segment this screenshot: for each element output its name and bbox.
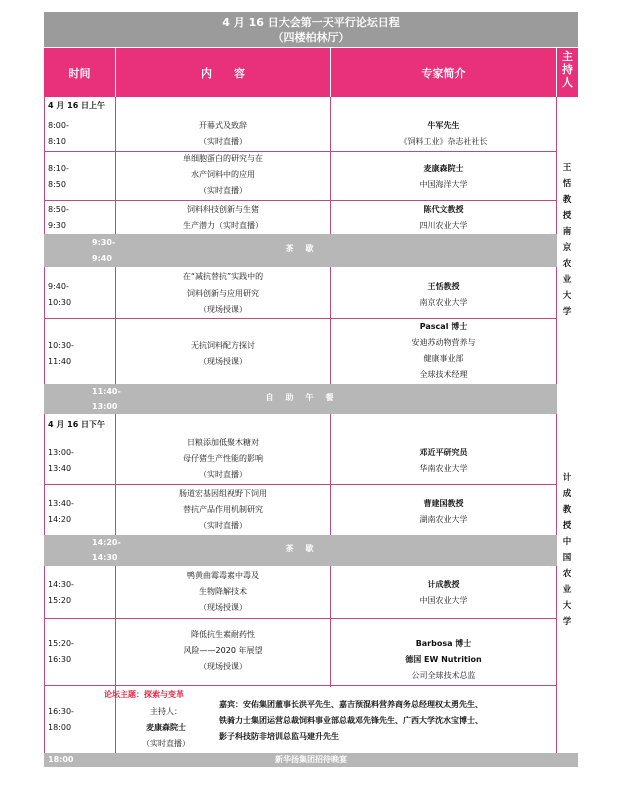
expert-affiliation: 健康事业部 — [423, 354, 464, 363]
expert-name: Barbosa 博士 — [415, 639, 472, 648]
morning-host: 王恬教授南京农业大学 — [562, 163, 572, 317]
time-end: 8:10 — [48, 137, 66, 146]
session-title: 无抗饲料配方探讨 — [191, 341, 255, 350]
session-note: （现场授课） — [199, 305, 247, 314]
forum-guests — [219, 697, 483, 745]
session-note: （实时直播） — [199, 186, 247, 195]
header-host: 主持人 — [557, 48, 578, 97]
forum-guests-line-1: 嘉宾：安佑集团董事长洪平先生、嘉吉预混料营养商务总经理权太勇先生、 — [219, 700, 483, 709]
session-title: 鸭黄曲霉毒素中毒及 — [187, 571, 259, 580]
time-start: 10:30- — [48, 341, 74, 350]
session-title: 降低抗生素耐药性 — [191, 630, 255, 639]
time-start: 13:00- — [48, 448, 74, 457]
grid-line — [556, 97, 557, 753]
expert-affiliation: 四川农业大学 — [419, 221, 468, 230]
expert-affiliation: 中国农业大学 — [419, 596, 468, 605]
expert-affiliation: 《饲料工业》杂志社社长 — [399, 137, 488, 146]
session-title: 单细胞蛋白的研究与在 — [183, 154, 263, 163]
header-time: 时间 — [44, 48, 115, 97]
time-end: 9:30 — [48, 221, 66, 230]
time-end: 11:40 — [48, 357, 72, 366]
time-start: 9:40- — [48, 282, 69, 291]
expert-name: 陈代文教授 — [423, 205, 464, 214]
time-end: 15:20 — [48, 596, 72, 605]
time-end: 8:50 — [48, 180, 66, 189]
expert-affiliation: 湖南农业大学 — [419, 515, 468, 524]
expert-affiliation: 安迪苏动物营养与 — [411, 338, 476, 347]
session-note: （现场授课） — [199, 662, 247, 671]
session-note: （实时直播） — [199, 470, 247, 479]
session-note: （实时直播） — [199, 137, 247, 146]
break-label: 茶 歇 — [285, 544, 316, 553]
break-time-start: 9:30- — [92, 238, 116, 247]
row-divider — [44, 200, 557, 201]
lunch-time-end: 13:00 — [92, 402, 118, 411]
lunch-label: 自 助 午 餐 — [265, 393, 336, 402]
break-time-end: 14:30 — [92, 553, 118, 562]
dinner-label: 新华扬集团招待晚宴 — [275, 755, 347, 764]
session-title: 开幕式及致辞 — [199, 121, 247, 130]
session-note: （现场授课） — [199, 357, 247, 366]
title-line-2: （四楼柏林厅） — [272, 31, 350, 44]
expert-name: 牛军先生 — [427, 121, 460, 130]
title-line-1: 4 月 16 日大会第一天平行论坛日程 — [222, 16, 400, 29]
expert-name: 麦康森院士 — [423, 164, 464, 173]
time-end: 10:30 — [48, 298, 72, 307]
row-divider — [44, 484, 557, 485]
time-start: 16:30- — [48, 707, 74, 716]
row-divider — [44, 685, 557, 686]
expert-title: 公司全球技术总监 — [411, 671, 476, 680]
expert-name: 曹建国教授 — [423, 499, 464, 508]
expert-affiliation: 中国海洋大学 — [419, 180, 468, 189]
forum-host-name: 麦康森院士 — [146, 723, 186, 732]
row-divider — [44, 318, 557, 319]
session-title-cont: 饲料创新与应用研究 — [187, 289, 259, 298]
schedule-title — [44, 12, 578, 47]
session-title-cont: 水产饲料中的应用 — [191, 170, 255, 179]
time-start: 13:40- — [48, 499, 74, 508]
time-end: 14:20 — [48, 515, 72, 524]
forum-host-note: （实时直播） — [142, 739, 190, 748]
lunch-row — [44, 384, 557, 414]
dinner-time: 18:00 — [48, 755, 74, 764]
break-label: 茶 歇 — [285, 244, 316, 253]
break-time-start: 14:20- — [92, 538, 121, 547]
header-expert: 专家简介 — [331, 48, 556, 97]
break-time-end: 9:40 — [92, 254, 112, 263]
forum-host-label: 主持人： — [150, 707, 182, 716]
session-title-cont: 母仔猪生产性能的影响 — [183, 454, 263, 463]
session-title-cont: 生物降解技术 — [199, 587, 247, 596]
expert-name: 邓近平研究员 — [419, 448, 468, 457]
session-title-cont: 风险——2020 年展望 — [183, 646, 263, 655]
session-note: （现场授课） — [199, 603, 247, 612]
grid-line — [44, 97, 45, 753]
session-note: 生产潜力（实时直播） — [183, 221, 263, 230]
morning-date: 4 月 16 日上午 — [48, 101, 106, 110]
time-end: 18:00 — [48, 723, 72, 732]
time-start: 8:00- — [48, 121, 69, 130]
time-end: 16:30 — [48, 655, 72, 664]
expert-affiliation: 华南农业大学 — [419, 464, 468, 473]
dinner-row — [44, 753, 578, 767]
time-end: 13:40 — [48, 464, 72, 473]
expert-name: Pascal 博士 — [419, 322, 468, 331]
expert-name: 计成教授 — [427, 580, 460, 589]
session-title: 肠道宏基因组视野下饲用 — [179, 489, 267, 498]
tea-break-row — [44, 535, 557, 566]
session-title: 饲料科技创新与生猪 — [187, 205, 259, 214]
forum-topic: 论坛主题：探索与变革 — [104, 690, 184, 699]
tea-break-row — [44, 234, 557, 267]
expert-title: 全球技术经理 — [419, 370, 468, 379]
forum-guests-line-3: 影子科技防非培训总监马建升先生 — [219, 732, 339, 741]
time-start: 8:10- — [48, 164, 69, 173]
forum-guests-line-2: 铁骑力士集团运营总裁饲料事业部总裁邓先锋先生、广西大学沈水宝博士、 — [219, 716, 483, 725]
session-title: 在“减抗替抗”实践中的 — [182, 272, 264, 281]
lunch-time-start: 11:40- — [92, 387, 121, 396]
session-title: 日粮添加低聚木糖对 — [187, 438, 259, 447]
afternoon-date: 4 月 16 日下午 — [48, 420, 106, 429]
header-content: 内 容 — [116, 48, 330, 97]
time-start: 8:50- — [48, 205, 69, 214]
expert-affiliation: 德国 EW Nutrition — [405, 655, 482, 664]
time-start: 15:20- — [48, 639, 74, 648]
row-divider — [44, 618, 557, 619]
time-start: 14:30- — [48, 580, 74, 589]
session-title-cont: 替抗产品作用机制研究 — [183, 505, 263, 514]
session-note: （实时直播） — [199, 521, 247, 530]
afternoon-host: 计成教授中国农业大学 — [562, 473, 572, 627]
expert-affiliation: 南京农业大学 — [419, 298, 468, 307]
expert-name: 王恬教授 — [427, 282, 460, 291]
